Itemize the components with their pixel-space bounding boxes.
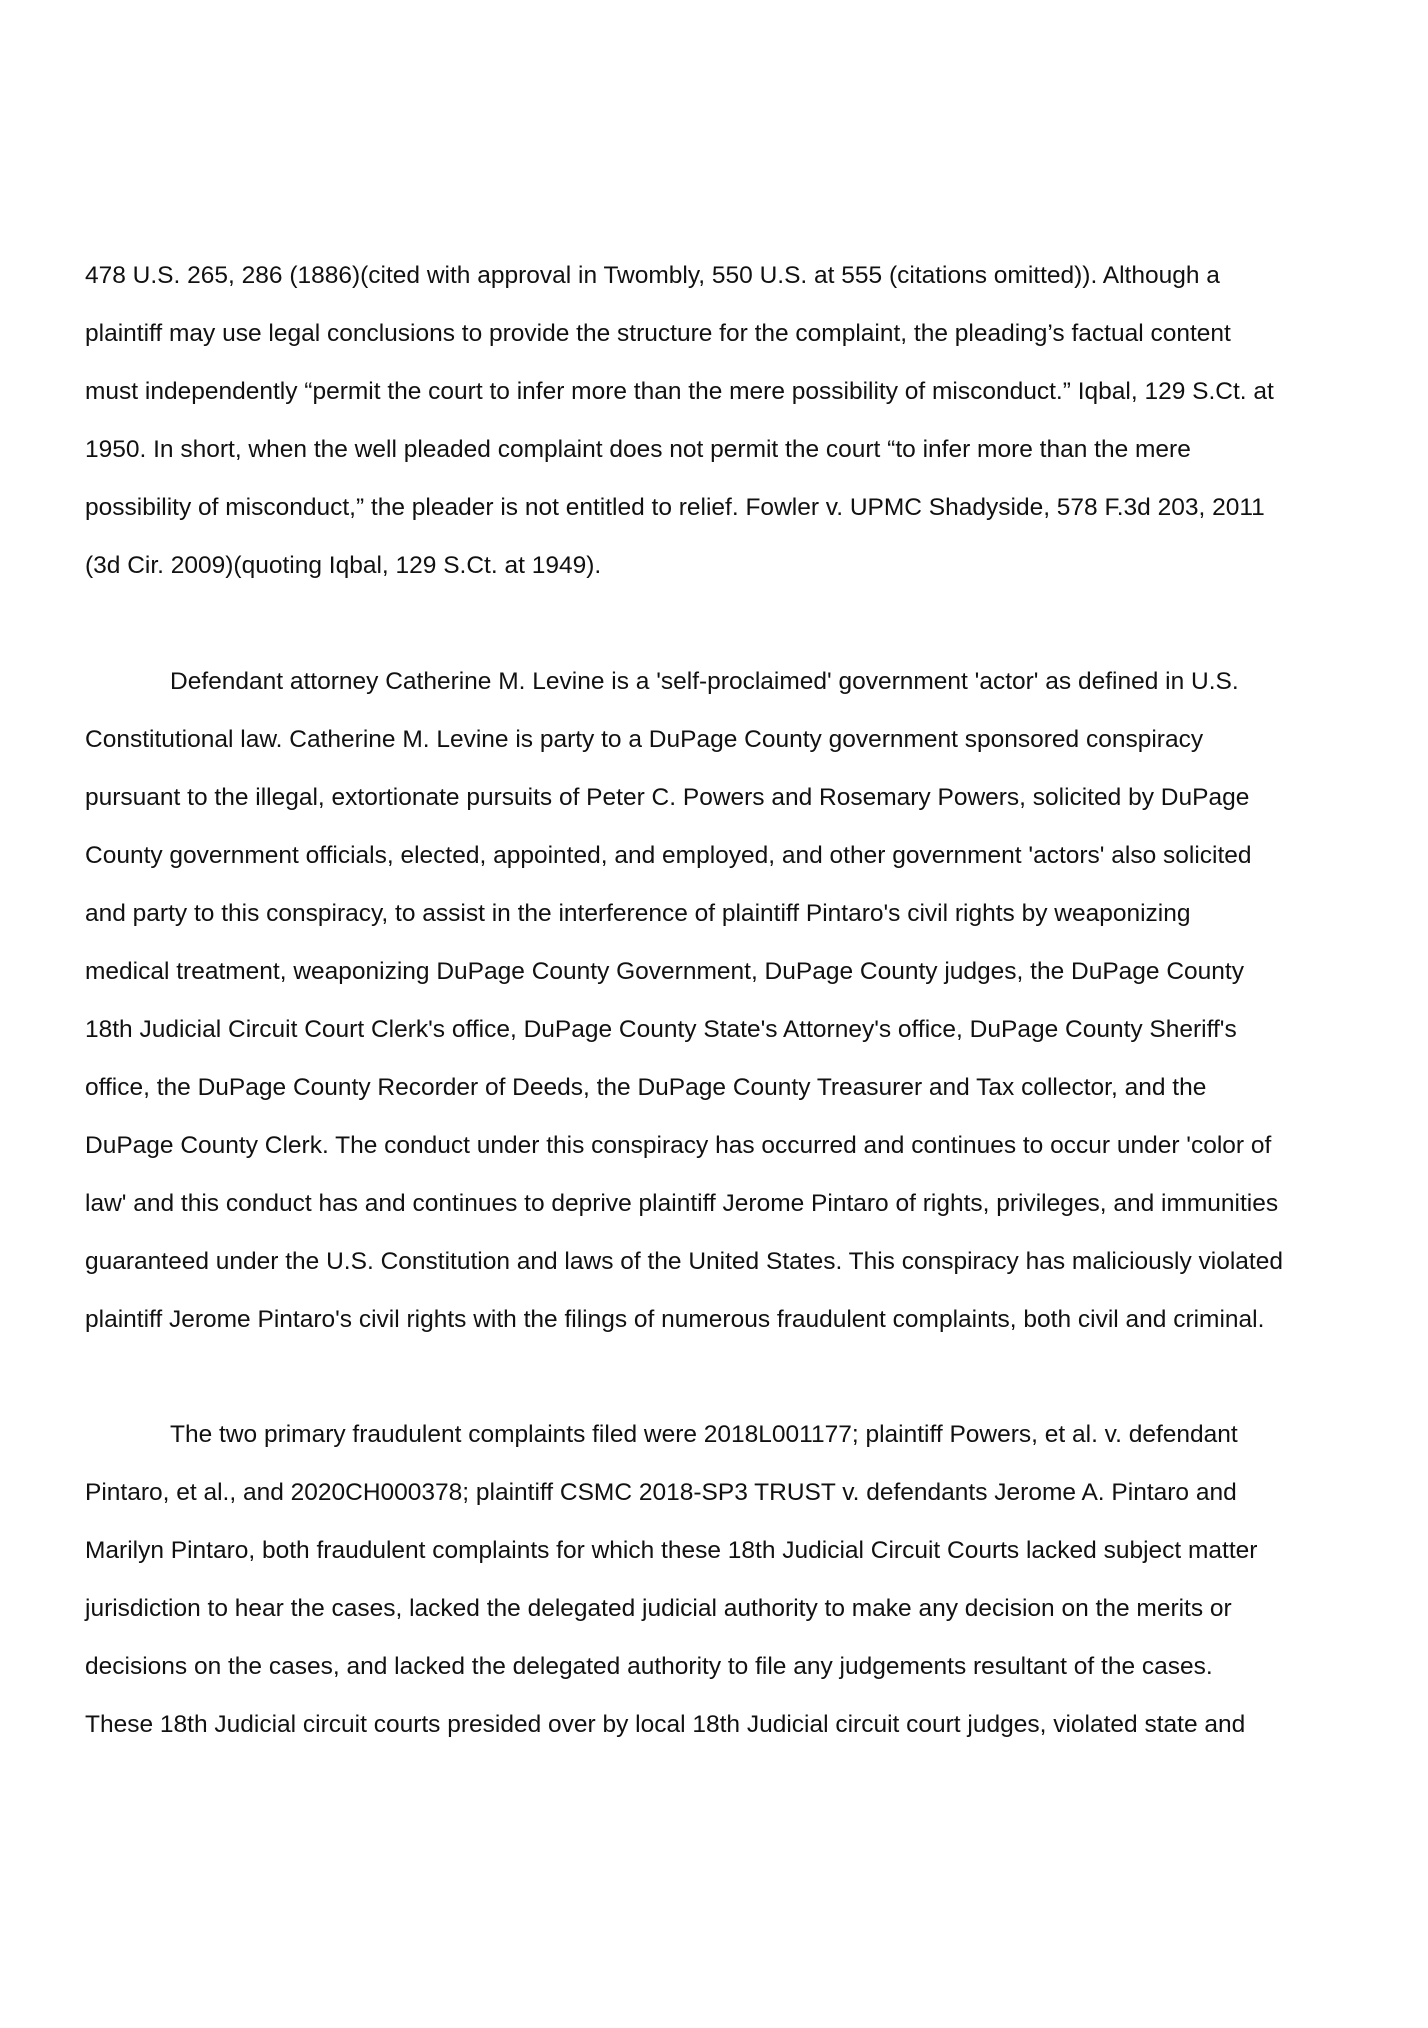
- text-line: 1950. In short, when the well pleaded complaint does not permit the court “to infer more than the mere: [85, 436, 1191, 463]
- text-line: possibility of misconduct,” the pleader is not entitled to relief. Fowler v. UPMC Shadyside, 578 F.3d 203, 2011: [85, 494, 1265, 521]
- text-line: DuPage County Clerk. The conduct under this conspiracy has occurred and continues to occur under 'color of: [85, 1132, 1272, 1159]
- text-line: These 18th Judicial circuit courts presided over by local 18th Judicial circuit court judges, violated state and: [85, 1711, 1246, 1738]
- paragraph-citation-standard: [85, 247, 1353, 595]
- text-line: 18th Judicial Circuit Court Clerk's office, DuPage County State's Attorney's office, DuPage County Sheriff's: [85, 1016, 1237, 1043]
- text-line: decisions on the cases, and lacked the delegated authority to file any judgements resultant of the cases.: [85, 1653, 1213, 1680]
- text-line: office, the DuPage County Recorder of Deeds, the DuPage County Treasurer and Tax collector, and the: [85, 1074, 1207, 1101]
- text-line: and party to this conspiracy, to assist in the interference of plaintiff Pintaro's civil rights by weaponizing: [85, 900, 1191, 927]
- paragraph-fraudulent-complaints: [85, 1406, 1353, 1754]
- text-line: Marilyn Pintaro, both fraudulent complaints for which these 18th Judicial Circuit Courts lacked subject matter: [85, 1537, 1258, 1564]
- text-line: plaintiff may use legal conclusions to provide the structure for the complaint, the pleading’s factual content: [85, 320, 1231, 347]
- text-line: County government officials, elected, appointed, and employed, and other government 'actors' also solicited: [85, 842, 1252, 869]
- text-line: (3d Cir. 2009)(quoting Iqbal, 129 S.Ct. at 1949).: [85, 552, 602, 579]
- text-line: law' and this conduct has and continues to deprive plaintiff Jerome Pintaro of rights, privileges, and immunities: [85, 1190, 1279, 1217]
- text-line: Pintaro, et al., and 2020CH000378; plaintiff CSMC 2018-SP3 TRUST v. defendants Jerome A. Pintaro and: [85, 1479, 1237, 1506]
- text-line-indented: The two primary fraudulent complaints filed were 2018L001177; plaintiff Powers, et al. v. defendant: [170, 1421, 1238, 1448]
- text-line: Constitutional law. Catherine M. Levine is party to a DuPage County government sponsored conspiracy: [85, 726, 1204, 753]
- text-line: jurisdiction to hear the cases, lacked the delegated judicial authority to make any decision on the merits or: [85, 1595, 1232, 1622]
- text-line: plaintiff Jerome Pintaro's civil rights with the filings of numerous fraudulent complaints, both civil and criminal.: [85, 1306, 1265, 1333]
- text-line: guaranteed under the U.S. Constitution and laws of the United States. This conspiracy has maliciously violated: [85, 1248, 1283, 1275]
- text-line: medical treatment, weaponizing DuPage County Government, DuPage County judges, the DuPage County: [85, 958, 1244, 985]
- text-line: 478 U.S. 265, 286 (1886)(cited with approval in Twombly, 550 U.S. at 555 (citations omitted)). Although a: [85, 262, 1220, 289]
- text-line: must independently “permit the court to infer more than the mere possibility of misconduct.” Iqbal, 129 S.Ct. at: [85, 378, 1274, 405]
- text-line: pursuant to the illegal, extortionate pursuits of Peter C. Powers and Rosemary Powers, solicited by DuPage: [85, 784, 1250, 811]
- paragraph-defendant-levine: [85, 653, 1353, 1349]
- text-line-indented: Defendant attorney Catherine M. Levine is a 'self-proclaimed' government 'actor' as defined in U.S.: [170, 668, 1239, 695]
